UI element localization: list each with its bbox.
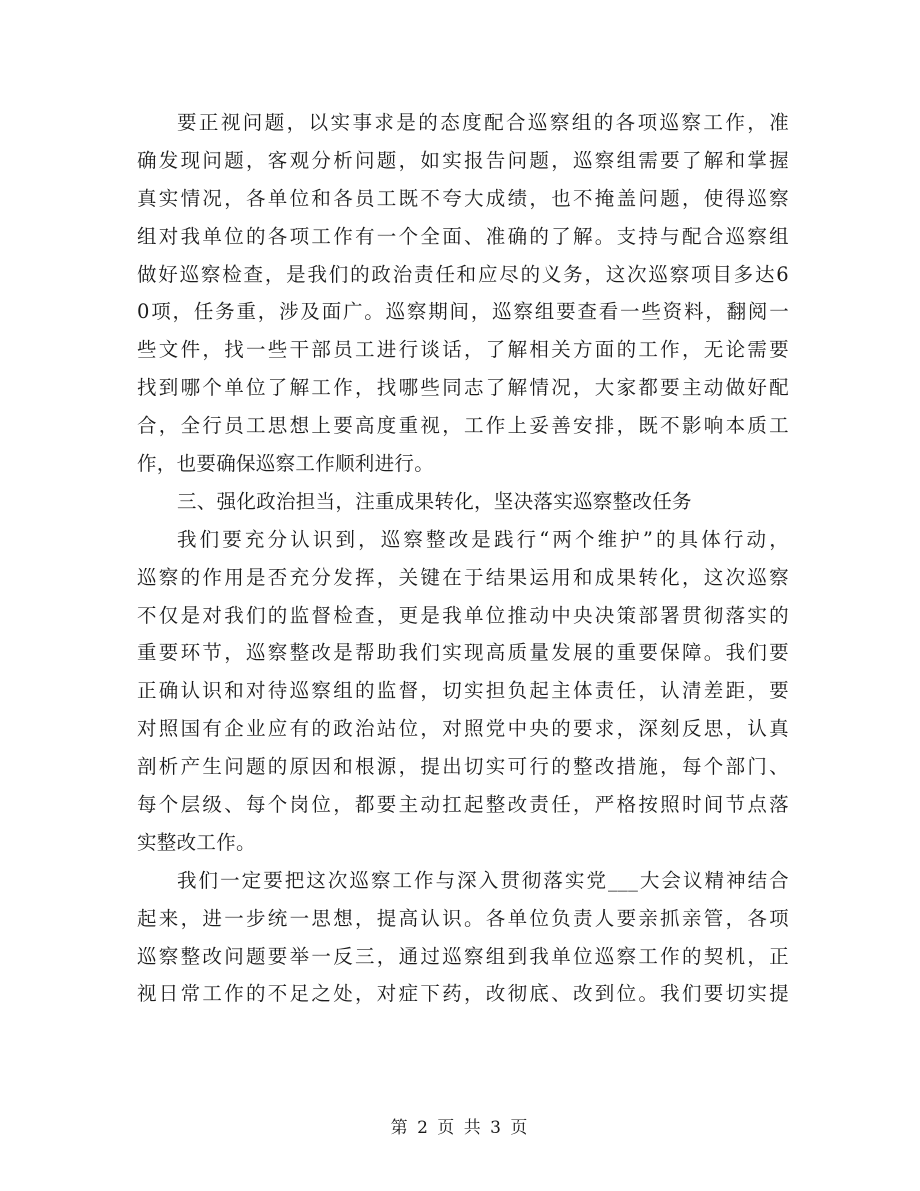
- text-line: 视日常工作的不足之处，对症下药，改彻底、改到位。我们要切实提: [137, 982, 789, 1006]
- text-line: 起来，进一步统一思想，提高认识。各单位负责人要亲抓亲管，各项: [137, 906, 789, 930]
- text-line: 0项，任务重，涉及面广。巡察期间，巡察组要查看一些资料，翻阅一: [137, 300, 789, 324]
- text-line: 我们一定要把这次巡察工作与深入贯彻落实党___大会议精神结合: [177, 868, 789, 892]
- text-line: 真实情况，各单位和各员工既不夸大成绩，也不掩盖问题，使得巡察: [137, 186, 789, 210]
- text-line: 对照国有企业应有的政治站位，对照党中央的要求，深刻反思，认真: [137, 717, 789, 741]
- text-line: 实整改工作。: [137, 830, 256, 854]
- document-body: [137, 104, 789, 1013]
- text-line: 做好巡察检查，是我们的政治责任和应尽的义务，这次巡察项目多达6: [137, 262, 789, 286]
- paragraph-1: [137, 104, 789, 483]
- text-line: 找到哪个单位了解工作，找哪些同志了解情况，大家都要主动做好配: [137, 376, 789, 400]
- text-line: 合，全行员工思想上要高度重视，工作上妥善安排，既不影响本质工: [137, 414, 789, 438]
- text-line: 组对我单位的各项工作有一个全面、准确的了解。支持与配合巡察组: [137, 224, 789, 248]
- text-line: 不仅是对我们的监督检查，更是我单位推动中央决策部署贯彻落实的: [137, 603, 789, 627]
- section-heading-text: 三、强化政治担当，注重成果转化，坚决落实巡察整改任务: [177, 489, 692, 513]
- text-line: 要正视问题，以实事求是的态度配合巡察组的各项巡察工作，准: [177, 111, 789, 134]
- text-line: 确发现问题，客观分析问题，如实报告问题，巡察组需要了解和掌握: [137, 148, 789, 172]
- text-line: 作，也要确保巡察工作顺利进行。: [137, 452, 435, 476]
- paragraph-4: [137, 862, 789, 1014]
- text-line: 些文件，找一些干部员工进行谈话，了解相关方面的工作，无论需要: [137, 338, 789, 362]
- paragraph-3: [137, 521, 789, 862]
- text-line: 我们要充分认识到，巡察整改是践行“两个维护”的具体行动，: [177, 527, 789, 551]
- text-line: 剖析产生问题的原因和根源，提出切实可行的整改措施，每个部门、: [137, 755, 789, 779]
- text-line: 重要环节，巡察整改是帮助我们实现高质量发展的重要保障。我们要: [137, 641, 789, 665]
- text-line: 巡察整改问题要举一反三，通过巡察组到我单位巡察工作的契机，正: [137, 944, 789, 968]
- section-heading: [137, 483, 789, 521]
- text-line: 正确认识和对待巡察组的监督，切实担负起主体责任，认清差距，要: [137, 679, 789, 703]
- text-line: 每个层级、每个岗位，都要主动扛起整改责任，严格按照时间节点落: [137, 793, 789, 817]
- text-line: 巡察的作用是否充分发挥，关键在于结果运用和成果转化，这次巡察: [137, 565, 789, 589]
- page-number-footer: 第 2 页 共 3 页: [390, 1118, 530, 1138]
